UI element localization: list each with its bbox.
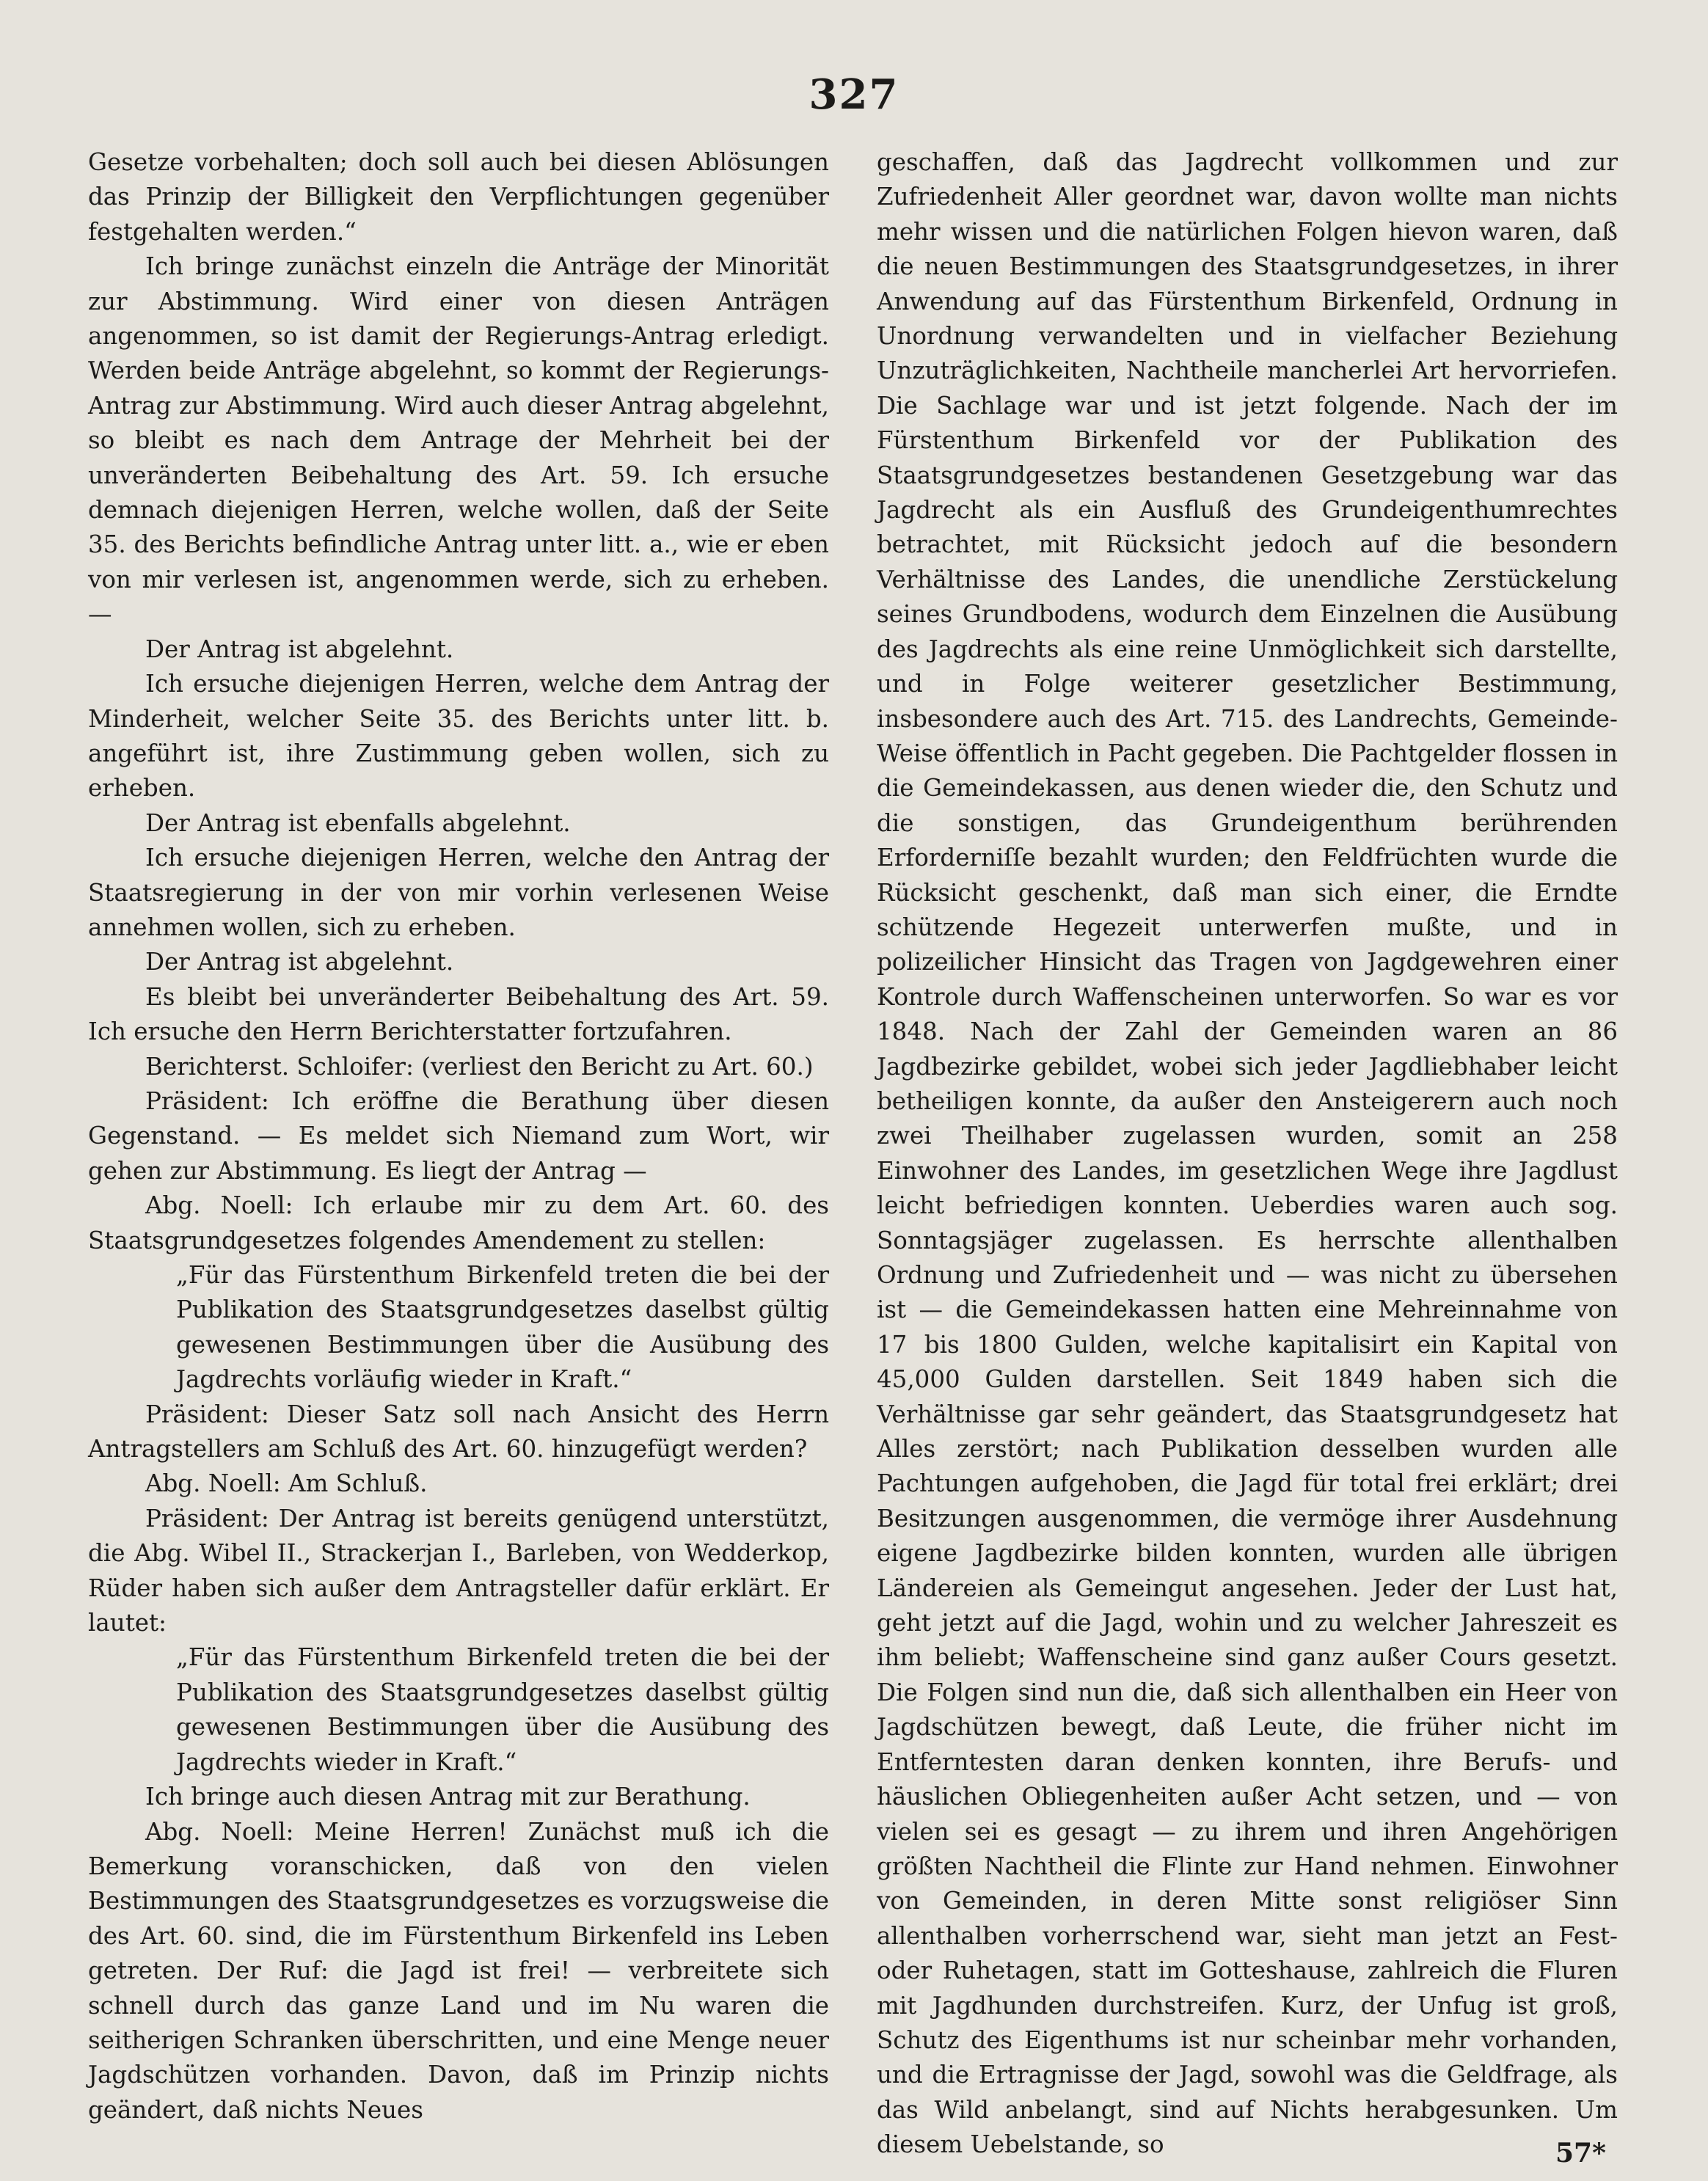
paragraph: Gesetze vorbehalten; doch soll auch bei diesen Ablösungen das Prinzip der Billigkeit den Verpflichtungen gegenüber festgehalten werden.“ (88, 148, 829, 246)
page-number: 327 (809, 70, 899, 119)
paragraph: Abg. Noell: Am Schluß. (145, 1469, 428, 1498)
paragraph: Abg. Noell: Ich erlaube mir zu dem Art. 60. des Staatsgrundgesetzes folgendes Amendement zu stellen: (88, 1191, 829, 1254)
paragraph: geschaffen, daß das Jagdrecht vollkommen und zur Zufriedenheit Aller geordnet war, davon wollte man nichts mehr wissen und die natürlichen Folgen hievon waren, daß die neuen Bestimmungen des Staatsgrundgesetzes, in ihrer Anwendung auf das Fürstenthum Birkenfeld, Ordnung in Unordnung verwandelten und in vielfacher Beziehung Unzuträglichkeiten, Nachtheile mancherlei Art hervorriefen. Die Sachlage war und ist jetzt folgende. Nach der im Fürstenthum Birkenfeld vor der Publikation des Staatsgrundgesetzes bestandenen Gesetzgebung war das Jagdrecht als ein Ausfluß des Grundeigenthumrechtes betrachtet, mit Rücksicht jedoch auf die besondern Verhältnisse des Landes, die unendliche Zerstückelung seines Grundbodens, wodurch dem Einzelnen die Ausübung des Jagdrechts als eine reine Unmöglichkeit sich darstellte, und in Folge weiterer gesetzlicher Bestimmung, insbesondere auch des Art. 715. des Landrechts, Gemeinde-Weise öffentlich in Pacht gegeben. Die Pachtgelder flossen in die Gemeindekassen, aus denen wieder die, den Schutz und die sonstigen, das Grundeigenthum berührenden Erforderniſſe bezahlt wurden; den Feldfrüchten wurde die Rücksicht geschenkt, daß man sich einer, die Erndte schützende Hegezeit unterwerfen mußte, und in polizeilicher Hinsicht das Tragen von Jagdgewehren einer Kontrole durch Waffenscheinen unterworfen. So war es vor 1848. Nach der Zahl der Gemeinden waren an 86 Jagdbezirke gebildet, wobei sich jeder Jagdliebhaber leicht betheiligen konnte, da außer den Ansteigerern auch noch zwei Theilhaber zugelassen wurden, somit an 258 Einwohner des Landes, im gesetzlichen Wege ihre Jagdlust leicht befriedigen konnten. Ueberdies waren auch sog. Sonntagsjäger zugelassen. Es herrschte allenthalben Ordnung und Zufriedenheit und — was nicht zu übersehen ist — die Gemeindekassen hatten eine Mehreinnahme von 17 bis 1800 Gulden, welche kapitalisirt ein Kapital von 45,000 Gulden darstellen. Seit 1849 haben sich die Verhältnisse gar sehr geändert, das Staatsgrundgesetz hat Alles zerstört; nach Publikation desselben wurden alle Pachtungen aufgehoben, die Jagd für total frei erklärt; drei Besitzungen ausgenommen, die vermöge ihrer Ausdehnung eigene Jagdbezirke bilden konnten, wurden alle übrigen Ländereien als Gemeingut angesehen. Jeder der Lust hat, geht jetzt auf die Jagd, wohin und zu welcher Jahreszeit es ihm beliebt; Waffenscheine sind ganz außer Cours gesetzt. Die Folgen sind nun die, daß sich allenthalben ein Heer von Jagdschützen bewegt, daß Leute, die früher nicht im Entferntesten daran denken konnten, ihre Berufs- und häuslichen Obliegenheiten außer Acht setzen, und — von vielen sei es gesagt — zu ihrem und ihren Angehörigen größten Nachtheil die Flinte zur Hand nehmen. Einwohner von Gemeinden, in deren Mitte sonst religiöser Sinn allenthalben vorherrschend war, sieht man jetzt an Fest- oder Ruhetagen, statt im Gotteshause, zahlreich die Fluren mit Jagdhunden durchstreifen. Kurz, der Unfug ist groß, Schutz des Eigenthums ist nur scheinbar mehr vorhanden, und die Ertragnisse der Jagd, sowohl was die Geldfrage, als das Wild anbelangt, sind auf Nichts herabgesunken. Um diesem Uebelstande, so (877, 148, 1618, 2159)
paragraph: Es bleibt bei unveränderter Beibehaltung des Art. 59. Ich ersuche den Herrn Berichterstatter fortzufahren. (88, 982, 829, 1046)
paragraph: Der Antrag ist abgelehnt. (145, 948, 454, 976)
right-column (877, 145, 1618, 2163)
left-column (88, 145, 829, 2127)
sheet-signature: 57* (1555, 2138, 1606, 2169)
paragraph: „Für das Fürstenthum Birkenfeld treten die bei der Publikation des Staatsgrundgesetzes daselbst gültig gewesenen Bestimmungen über die Ausübung des Jagdrechts wieder in Kraft.“ (176, 1643, 829, 1776)
paragraph: Präsident: Dieser Satz soll nach Ansicht des Herrn Antragstellers am Schluß des Art. 60. hinzugefügt werden? (88, 1400, 829, 1464)
paragraph: Der Antrag ist ebenfalls abgelehnt. (145, 808, 571, 837)
paragraph: Ich ersuche diejenigen Herren, welche den Antrag der Staatsregierung in der von mir vorhin verlesenen Weise annehmen wollen, sich zu erheben. (88, 844, 829, 941)
paragraph: Ich bringe auch diesen Antrag mit zur Berathung. (145, 1783, 751, 1811)
paragraph: Berichterst. Schloifer: (verliest den Bericht zu Art. 60.) (145, 1052, 814, 1081)
paragraph: „Für das Fürstenthum Birkenfeld treten die bei der Publikation des Staatsgrundgesetzes daselbst gültig gewesenen Bestimmungen über die Ausübung des Jagdrechts vorläufig wieder in Kraft.“ (176, 1261, 829, 1394)
paragraph: Präsident: Der Antrag ist bereits genügend unterstützt, die Abg. Wibel II., Strackerjan I., Barleben, von Wedderkop, Rüder haben sich außer dem Antragsteller dafür erklärt. Er lautet: (88, 1504, 829, 1637)
paragraph: Abg. Noell: Meine Herren! Zunächst muß ich die Bemerkung voranschicken, daß von den vielen Bestimmungen des Staatsgrundgesetzes es vorzugsweise die des Art. 60. sind, die im Fürstenthum Birkenfeld ins Leben getreten. Der Ruf: die Jagd ist frei! — verbreitete sich schnell durch das ganze Land und im Nu waren die seitherigen Schranken überschritten, und eine Menge neuer Jagdschützen vorhanden. Davon, daß im Prinzip nichts geändert, daß nichts Neues (88, 1817, 829, 2124)
paragraph: Ich ersuche diejenigen Herren, welche dem Antrag der Minderheit, welcher Seite 35. des Berichts unter litt. b. angeführt ist, ihre Zustimmung geben wollen, sich zu erheben. (88, 670, 829, 803)
paragraph: Der Antrag ist abgelehnt. (145, 635, 454, 663)
paragraph: Ich bringe zunächst einzeln die Anträge der Minorität zur Abstimmung. Wird einer von diesen Anträgen angenommen, so ist damit der Regierungs-Antrag erledigt. Werden beide Anträge abgelehnt, so kommt der Regierungs-Antrag zur Abstimmung. Wird auch dieser Antrag abgelehnt, so bleibt es nach dem Antrage der Mehrheit bei der unveränderten Beibehaltung des Art. 59. Ich ersuche demnach diejenigen Herren, welche wollen, daß der Seite 35. des Berichts befindliche Antrag unter litt. a., wie er eben von mir verlesen ist, angenommen werde, sich zu erheben. — (88, 252, 829, 629)
paragraph: Präsident: Ich eröffne die Berathung über diesen Gegenstand. — Es meldet sich Niemand zum Wort, wir gehen zur Abstimmung. Es liegt der Antrag — (88, 1086, 829, 1185)
